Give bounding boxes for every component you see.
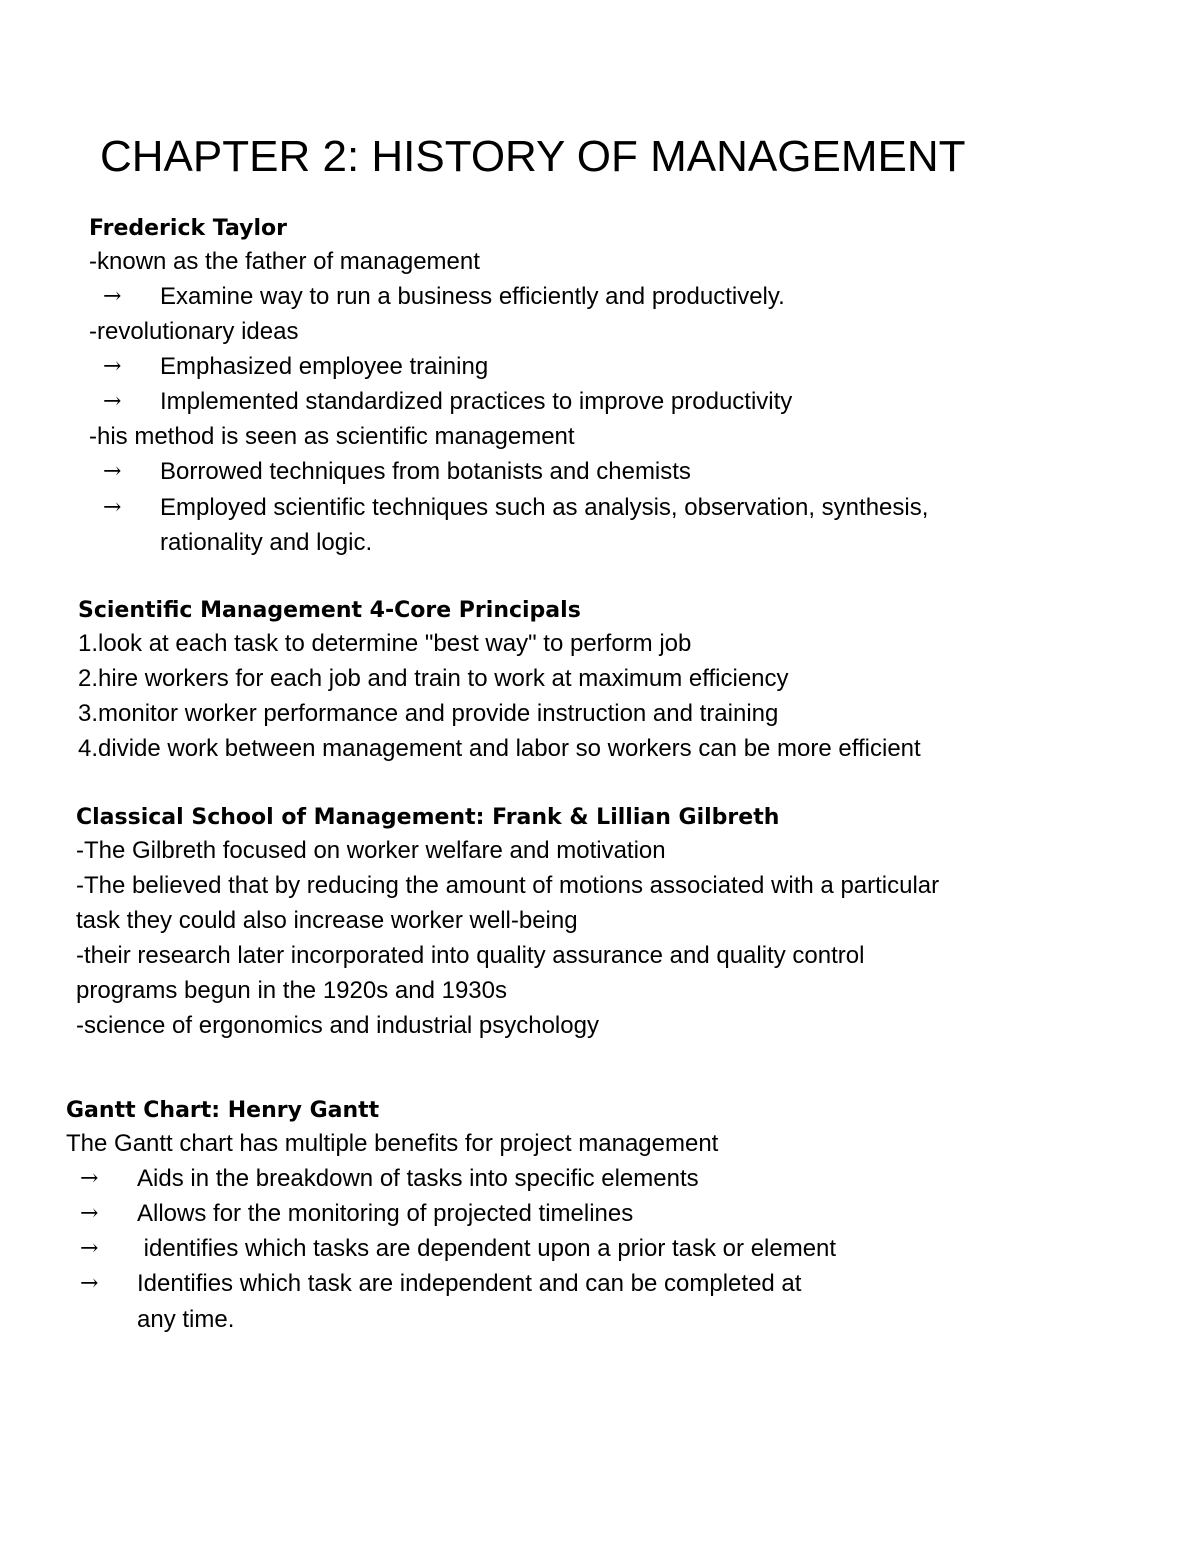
gilbreth-line-research-cont: programs begun in the 1920s and 1930s [76, 977, 507, 1004]
heading-scientific-management: Scientific Management 4-Core Principals [78, 598, 581, 623]
arrow-bullet-icon: → [80, 1236, 99, 1261]
heading-frederick-taylor: Frederick Taylor [89, 216, 287, 241]
taylor-bullet-employed-cont: rationality and logic. [160, 529, 373, 556]
arrow-bullet-icon: → [103, 284, 122, 309]
taylor-line-revolutionary: -revolutionary ideas [89, 318, 299, 345]
principle-4: 4.divide work between management and labor so workers can be more efficient [78, 735, 921, 762]
page-title: CHAPTER 2: HISTORY OF MANAGEMENT [100, 132, 966, 181]
taylor-line-father: -known as the father of management [89, 248, 480, 275]
gilbreth-line-believed: -The believed that by reducing the amount of motions associated with a particular [76, 872, 940, 899]
arrow-bullet-icon: → [103, 389, 122, 414]
taylor-line-method: -his method is seen as scientific management [89, 423, 575, 450]
taylor-bullet-employed: Employed scientific techniques such as analysis, observation, synthesis, [160, 494, 929, 521]
gilbreth-line-believed-cont: task they could also increase worker well-being [76, 907, 578, 934]
gantt-bullet-monitoring: Allows for the monitoring of projected timelines [137, 1200, 634, 1227]
arrow-bullet-icon: → [103, 354, 122, 379]
gilbreth-line-research: -their research later incorporated into quality assurance and quality control [76, 942, 865, 969]
taylor-bullet-training: Emphasized employee training [160, 353, 489, 380]
taylor-bullet-examine: Examine way to run a business efficiently and productively. [160, 283, 785, 310]
gilbreth-line-welfare: -The Gilbreth focused on worker welfare and motivation [76, 837, 666, 864]
taylor-bullet-standardized: Implemented standardized practices to improve productivity [160, 388, 793, 415]
gantt-bullet-breakdown: Aids in the breakdown of tasks into specific elements [137, 1165, 699, 1192]
gantt-bullet-independent: Identifies which task are independent and can be completed at [137, 1270, 802, 1297]
heading-gantt-chart: Gantt Chart: Henry Gantt [66, 1098, 380, 1123]
principle-3: 3.monitor worker performance and provide instruction and training [78, 700, 779, 727]
gantt-bullet-independent-cont: any time. [137, 1306, 235, 1333]
gantt-intro: The Gantt chart has multiple benefits for project management [66, 1130, 719, 1157]
arrow-bullet-icon: → [80, 1271, 99, 1296]
principle-2: 2.hire workers for each job and train to work at maximum efficiency [78, 665, 789, 692]
gilbreth-line-ergonomics: -science of ergonomics and industrial psychology [76, 1012, 599, 1039]
taylor-bullet-borrowed: Borrowed techniques from botanists and chemists [160, 458, 691, 485]
arrow-bullet-icon: → [103, 459, 122, 484]
arrow-bullet-icon: → [103, 495, 122, 520]
arrow-bullet-icon: → [80, 1166, 99, 1191]
gantt-bullet-dependent: identifies which tasks are dependent upon a prior task or element [137, 1235, 837, 1262]
arrow-bullet-icon: → [80, 1201, 99, 1226]
heading-classical-school: Classical School of Management: Frank & Lillian Gilbreth [76, 805, 780, 830]
principle-1: 1.look at each task to determine "best way" to perform job [78, 630, 692, 657]
